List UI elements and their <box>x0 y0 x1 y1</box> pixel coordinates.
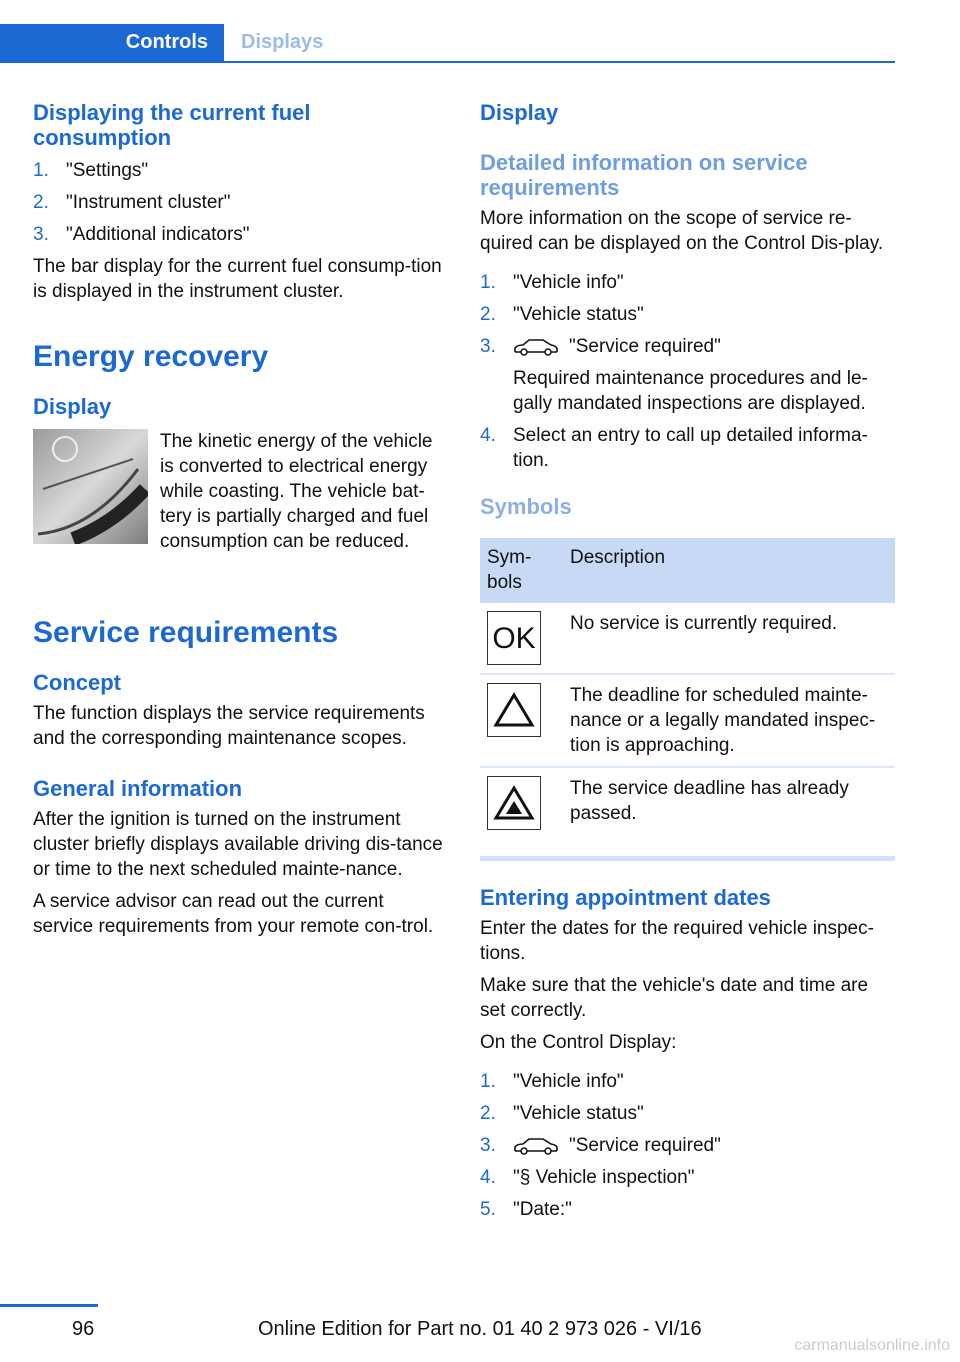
appointment-text-3: On the Control Display: <box>480 1032 677 1053</box>
appointment-heading: Entering appointment dates <box>480 885 771 910</box>
list-item: 5. "Date:" <box>480 1199 572 1220</box>
table-end-rule <box>480 856 895 861</box>
concept-text: The function displays the service requirements and the corresponding maintenance scopes. <box>33 703 425 749</box>
list-item: 2. "Vehicle status" <box>480 304 644 325</box>
list-item: 3. "Service required" Required maintenance procedures and le-gally mandated inspections are displayed. <box>480 334 895 416</box>
appointment-text-2: Make sure that the vehicle's date and time are set correctly. <box>480 975 869 1021</box>
description-cell: No service is currently required. <box>563 603 895 674</box>
edition-text: Online Edition for Part no. 01 40 2 973 026 - VI/16 <box>258 1318 702 1340</box>
detailed-text: More information on the scope of service re-quired can be displayed on the Control Dis-play. <box>480 208 884 254</box>
general-text-2: A service advisor can read out the current service requirements from your remote con-trol. <box>33 891 434 937</box>
step-3-detail: Required maintenance procedures and le-gally mandated inspections are displayed. <box>513 368 868 414</box>
overdue-triangle-icon <box>487 776 541 830</box>
tab-controls[interactable]: Controls <box>0 24 224 61</box>
fuel-consumption-heading: Displaying the current fuel consumption <box>33 100 311 150</box>
page-number: 96 <box>72 1318 95 1340</box>
description-cell: The service deadline has already passed. <box>570 778 849 824</box>
column-header-symbols: Sym-bols <box>480 538 563 603</box>
ok-icon: OK <box>487 611 541 665</box>
energy-text: The kinetic energy of the vehicle is converted to electrical energy while coasting. The vehicle bat-tery is partially charged and fuel consumption can be reduced. <box>160 431 433 552</box>
energy-display-heading: Display <box>33 394 112 419</box>
symbols-table <box>480 538 895 838</box>
warning-triangle-icon <box>487 683 541 737</box>
service-requirements-title: Service requirements <box>33 616 339 649</box>
list-item: 2. "Instrument cluster" <box>33 192 231 213</box>
service-steps-list <box>480 270 895 473</box>
table-header-row <box>480 538 895 603</box>
energy-display-block <box>33 429 448 554</box>
right-column <box>480 100 895 1229</box>
list-item: 1. "Vehicle info" <box>480 1071 624 1092</box>
concept-heading: Concept <box>33 670 121 695</box>
fuel-steps-list <box>33 158 448 247</box>
description-cell: The deadline for scheduled mainte-nance or a legally mandated inspec-tion is approaching. <box>563 674 895 767</box>
appointment-steps-list <box>480 1069 895 1222</box>
footer-rule <box>0 1304 98 1307</box>
detailed-info-heading: Detailed information on service requirements <box>480 150 808 200</box>
general-info-heading: General information <box>33 776 243 801</box>
left-column <box>33 100 448 939</box>
list-item: 2. "Vehicle status" <box>480 1103 644 1124</box>
list-item: 3. "Additional indicators" <box>33 224 250 245</box>
general-text-1: After the ignition is turned on the instrument cluster briefly displays available driving dis-tance or time to the next scheduled mainte-nance. <box>33 809 443 880</box>
watermark: carmanualsonline.info <box>794 1337 950 1354</box>
fuel-text: The bar display for the current fuel consump-tion is displayed in the instrument cluster. <box>33 256 442 302</box>
tab-displays[interactable]: Displays <box>241 31 324 53</box>
list-item: 4. Select an entry to call up detailed informa-tion. <box>480 425 868 471</box>
list-item: 3. "Service required" <box>480 1135 721 1156</box>
table-row <box>480 603 895 674</box>
car-icon <box>513 338 559 356</box>
symbols-heading: Symbols <box>480 494 572 519</box>
display-heading: Display <box>480 100 559 125</box>
section-tab-bar <box>0 24 895 63</box>
table-row <box>480 674 895 767</box>
energy-recovery-title: Energy recovery <box>33 340 269 373</box>
list-item: 1. "Settings" <box>33 160 149 181</box>
column-header-description: Description <box>563 538 895 603</box>
list-item: 4. "§ Vehicle inspection" <box>480 1167 695 1188</box>
table-row <box>480 767 895 838</box>
list-item: 1. "Vehicle info" <box>480 272 624 293</box>
car-icon <box>513 1137 559 1155</box>
instrument-gauge-image <box>33 429 148 544</box>
appointment-text-1: Enter the dates for the required vehicle inspec-tions. <box>480 918 874 964</box>
